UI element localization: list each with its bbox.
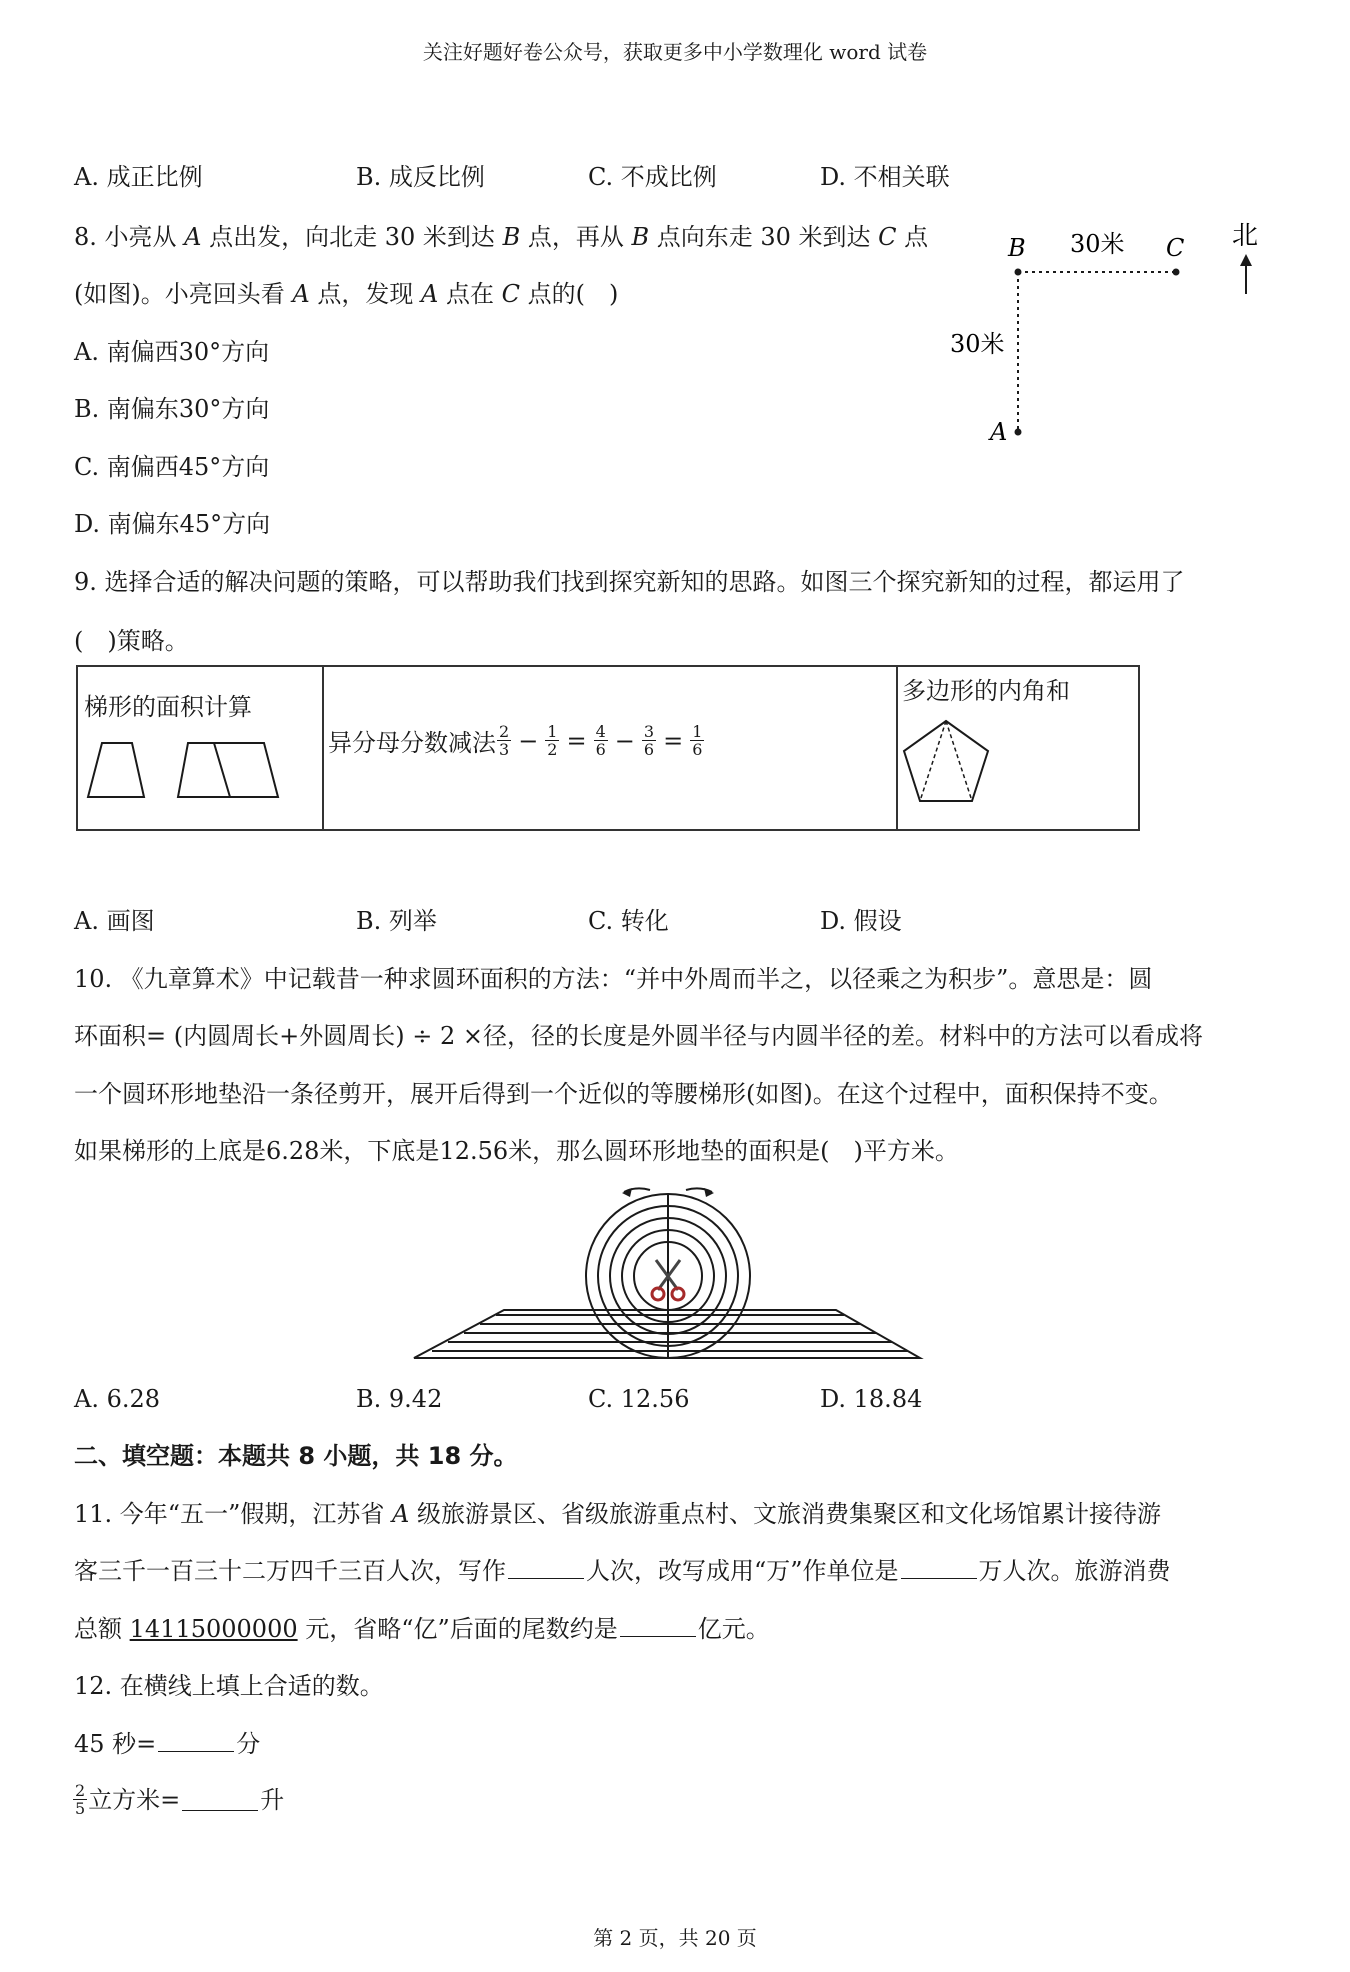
fraction: $\frac{1}{6}$ <box>692 722 703 759</box>
q12-row-seconds: 45 秒= 分 <box>74 1730 261 1758</box>
fraction: $\frac{2}{3}$ <box>499 722 510 759</box>
q9-option-c[interactable]: C. 转化 <box>588 907 669 935</box>
q8-option-c[interactable]: C. 南偏西45°方向 <box>74 453 270 481</box>
fraction: $\frac{2}{5}$ <box>75 1781 86 1818</box>
fraction: $\frac{1}{2}$ <box>547 722 558 759</box>
ring-mat-figure <box>410 1180 930 1370</box>
table-cell-fraction-subtraction <box>324 667 898 829</box>
page-footer: 第 2 页，共 20 页 <box>593 1926 757 1950</box>
q8-option-b[interactable]: B. 南偏东30°方向 <box>74 395 270 423</box>
answer-blank[interactable] <box>508 1556 584 1579</box>
label-a: A <box>990 418 1008 446</box>
q9-option-d[interactable]: D. 假设 <box>820 907 902 935</box>
rotate-right-arrow-icon <box>704 1188 714 1197</box>
answer-blank[interactable] <box>182 1788 258 1811</box>
tourism-total-number: 14115000000 <box>129 1615 298 1643</box>
page-header: 关注好题好卷公众号，获取更多中小学数理化 word 试卷 <box>422 40 928 64</box>
label-b: B <box>1008 234 1026 262</box>
fraction: $\frac{4}{6}$ <box>595 722 606 759</box>
q11-stem-line3: 总额 14115000000 元，省略“亿”后面的尾数约是 亿元。 <box>74 1615 770 1643</box>
q7-option-a[interactable]: A. 成正比例 <box>74 163 203 191</box>
q9-stem-line2: ( )策略。 <box>74 627 189 655</box>
label-distance-ab: 30米 <box>950 330 1005 358</box>
q10-stem-line3: 一个圆环形地垫沿一条径剪开，展开后得到一个近似的等腰梯形(如图)。在这个过程中，面积保持不变。 <box>74 1080 1173 1108</box>
label-distance-bc: 30米 <box>1070 230 1125 258</box>
q11-stem-line2: 客三千一百三十二万四千三百人次，写作 人次，改写成用“万”作单位是 万人次。旅游消费 <box>74 1557 1171 1585</box>
q10-option-c[interactable]: C. 12.56 <box>588 1385 690 1413</box>
pentagon-icon <box>898 717 998 807</box>
cell-trapezoid-title: 梯形的面积计算 <box>84 693 252 721</box>
q8-direction-figure <box>930 210 1270 450</box>
cell-polygon-title: 多边形的内角和 <box>902 677 1070 705</box>
q10-stem-line4: 如果梯形的上底是6.28米，下底是12.56米，那么圆环形地垫的面积是( )平方米。 <box>74 1137 959 1165</box>
q10-option-b[interactable]: B. 9.42 <box>356 1385 443 1413</box>
label-c: C <box>1166 234 1185 262</box>
q10-option-a[interactable]: A. 6.28 <box>74 1385 161 1413</box>
q12-row-volume: $\frac{2}{5}$ 立方米= 升 <box>75 1781 285 1818</box>
q9-option-a[interactable]: A. 画图 <box>74 907 155 935</box>
q8-option-d[interactable]: D. 南偏东45°方向 <box>74 510 271 538</box>
cell-fraction-text: 异分母分数减法 $\frac{2}{3}$ − $\frac{1}{2}$ = $\frac{4}{6}$ − $\frac{3}{6}$ = $\frac{1}{6}$ <box>328 722 703 759</box>
q7-option-d[interactable]: D. 不相关联 <box>820 163 950 191</box>
q8-stem-line2: (如图)。小亮回头看 A 点，发现 A 点在 C 点的( ) <box>74 280 619 308</box>
q7-option-c[interactable]: C. 不成比例 <box>588 163 717 191</box>
point-b-dot <box>1015 269 1022 276</box>
q12-title: 12. 在横线上填上合适的数。 <box>74 1672 384 1700</box>
q10-stem-line1: 10. 《九章算术》中记载昔一种求圆环面积的方法：“并中外周而半之，以径乘之为积步”。意思是：圆 <box>74 965 1153 993</box>
trapezoid-parallelogram-icon <box>82 733 318 803</box>
answer-blank[interactable] <box>620 1614 696 1637</box>
point-a-dot <box>1015 429 1022 436</box>
q9-option-b[interactable]: B. 列举 <box>356 907 437 935</box>
section-title-fill-in: 二、填空题：本题共 8 小题，共 18 分。 <box>74 1442 518 1470</box>
q8-stem-line1: 8. 小亮从 A 点出发，向北走 30 米到达 B 点，再从 B 点向东走 30 米到达 C 点 <box>74 223 929 251</box>
answer-blank[interactable] <box>158 1729 234 1752</box>
fraction: $\frac{3}{6}$ <box>643 722 655 759</box>
answer-blank[interactable] <box>901 1556 977 1579</box>
q10-option-d[interactable]: D. 18.84 <box>820 1385 923 1413</box>
q9-stem-line1: 9. 选择合适的解决问题的策略，可以帮助我们找到探究新知的思路。如图三个探究新知的过程，都运用了 <box>74 568 1185 596</box>
q9-strategy-table <box>76 665 1140 831</box>
point-c-dot <box>1173 269 1180 276</box>
q8-option-a[interactable]: A. 南偏西30°方向 <box>74 338 270 366</box>
table-cell-trapezoid <box>78 667 324 829</box>
rotate-left-arrow-icon <box>622 1188 632 1197</box>
q11-stem-line1: 11. 今年“五一”假期，江苏省 A 级旅游景区、省级旅游重点村、文旅消费集聚区和文化场馆累计接待游 <box>74 1500 1161 1528</box>
q7-option-b[interactable]: B. 成反比例 <box>356 163 485 191</box>
label-north: 北 <box>1232 221 1259 251</box>
q10-stem-line2: 环面积= (内圆周长+外圆周长) ÷ 2 ×径，径的长度是外圆半径与内圆半径的差。材料中的方法可以看成将 <box>74 1022 1203 1050</box>
table-cell-polygon-angles <box>898 667 1138 829</box>
